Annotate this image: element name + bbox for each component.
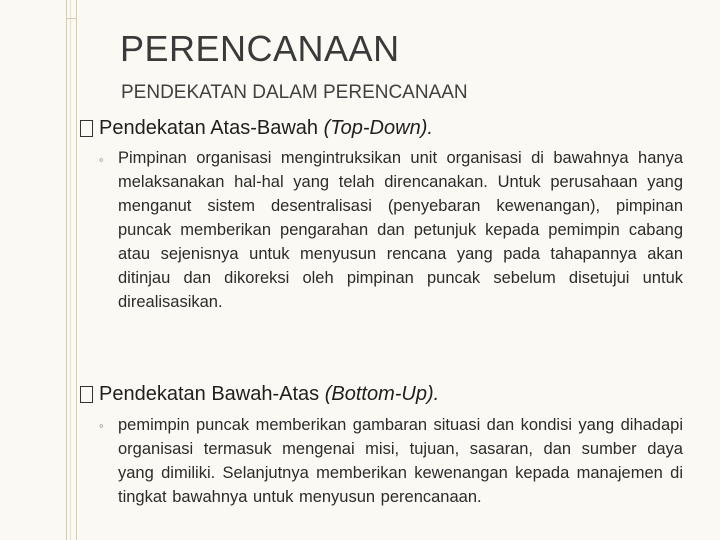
decorative-border-line xyxy=(76,0,77,540)
section-heading-italic: (Bottom-Up). xyxy=(324,383,440,405)
square-bullet-icon xyxy=(80,386,93,403)
decorative-border-line xyxy=(70,0,71,540)
decorative-border-cap xyxy=(66,0,77,19)
section-heading-text: Pendekatan Bawah-Atas xyxy=(99,383,320,405)
slide-title: PERENCANAAN xyxy=(120,28,400,69)
section-heading-bottom-up xyxy=(80,383,439,406)
section-paragraph-top-down: Pimpinan organisasi mengintruksikan unit organisasi di bawahnya hanya melaksanakan hal-hal yang telah direncanakan. Untuk perusahaan yang menganut sistem desentralisasi (penyebaran kewenangan), pimpinan puncak memberikan pengarahan dan petunjuk kepada pemimpin cabang atau sejenisnya untuk menyusun rencana yang pada tahapannya akan ditinjau dan dikoreksi oleh pimpinan puncak sebelum disetujui untuk direalisasikan. xyxy=(118,149,683,311)
section-heading-italic: (Top-Down). xyxy=(323,117,433,139)
circle-bullet-icon: ◦ xyxy=(99,418,104,433)
section-paragraph-bottom-up: pemimpin puncak memberikan gambaran situasi dan kondisi yang dihadapi organisasi termasuk mengenai misi, tujuan, sasaran, dan sumber daya yang dimiliki. Selanjutnya memberikan kewenangan kepada manajemen di tingkat bawahnya untuk menyusun perencanaan. xyxy=(118,416,683,506)
circle-bullet-icon: ◦ xyxy=(99,152,104,167)
slide-subtitle: PENDEKATAN DALAM PERENCANAAN xyxy=(121,82,468,103)
square-bullet-icon xyxy=(80,120,93,137)
decorative-border-line xyxy=(66,0,67,540)
section-heading-text: Pendekatan Atas-Bawah xyxy=(99,117,319,139)
section-heading-top-down xyxy=(80,117,433,140)
